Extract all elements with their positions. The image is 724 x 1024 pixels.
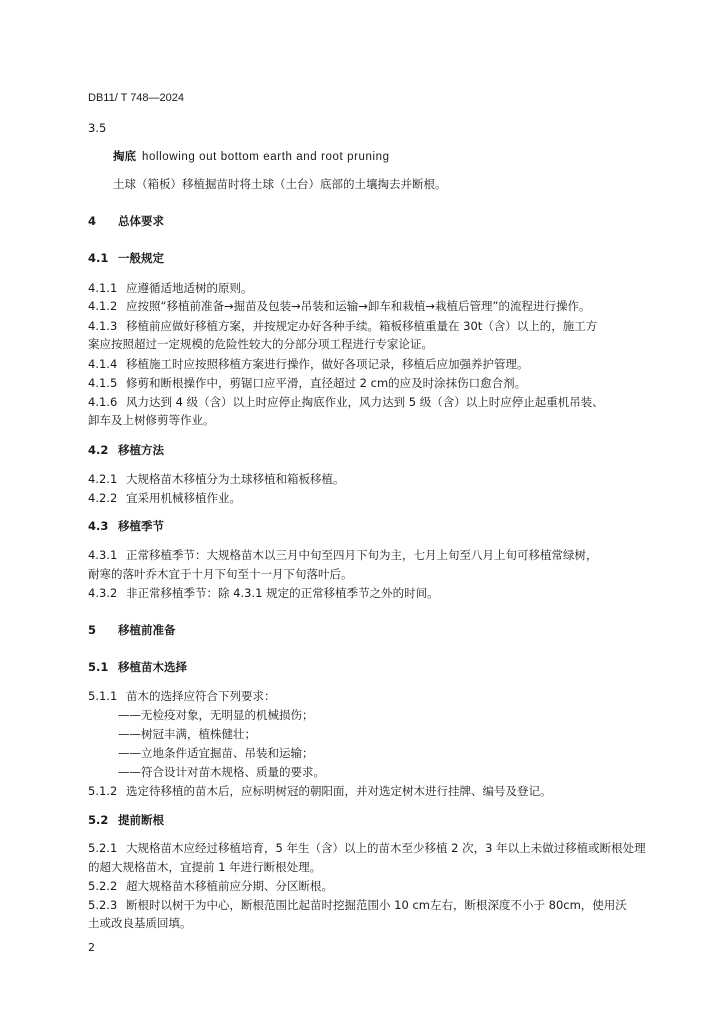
clause-number: 5.1.2: [88, 784, 118, 798]
clause-number: 4.3.2: [88, 586, 118, 600]
clause-number: 4.1.2: [88, 299, 118, 313]
term-3-5: [113, 148, 390, 165]
section-4-1-heading: [88, 250, 164, 266]
section-title: 一般规定: [118, 251, 164, 265]
clause-number: 4.2.1: [88, 472, 118, 486]
clause-text: 应遵循适地适树的原则。: [126, 281, 253, 295]
section-title: 移植前准备: [118, 623, 176, 637]
section-title: 移植季节: [118, 519, 164, 533]
clause-4-1-2: [88, 298, 590, 314]
clause-number: 4.1.1: [88, 281, 118, 295]
clause-4-1-3: [88, 318, 597, 334]
clause-4-2-2: [88, 490, 241, 506]
clause-4-1-4: [88, 356, 529, 372]
clause-number: 5.2.2: [88, 879, 118, 893]
clause-number: 4.2.2: [88, 491, 118, 505]
clause-number: 4.1.5: [88, 376, 118, 390]
clause-5-2-3: [88, 897, 627, 913]
clause-text: 超大规格苗木移植前应分期、分区断根。: [126, 879, 333, 893]
clause-number: 5.2.3: [88, 898, 118, 912]
section-number: 5: [88, 623, 97, 637]
clause-text: 风力达到 4 级（含）以上时应停止掏底作业，风力达到 5 级（含）以上时应停止起重机吊装、: [126, 395, 604, 409]
clause-5-2-1: [88, 840, 646, 856]
list-item: ——符合设计对苗木规格、质量的要求。: [118, 765, 325, 779]
clause-3-5-number: 3.5: [88, 121, 107, 135]
clause-4-1-6-continued: 卸车及上树修剪等作业。: [88, 413, 215, 427]
clause-number: 5.1.1: [88, 689, 118, 703]
clause-text: 非正常移植季节：除 4.3.1 规定的正常移植季节之外的时间。: [126, 586, 439, 600]
term-chinese: 掏底: [113, 149, 136, 163]
clause-number: 4.1.6: [88, 395, 118, 409]
section-title: 总体要求: [118, 214, 164, 228]
clause-5-2-2: [88, 878, 333, 894]
section-5-1-heading: [88, 659, 187, 675]
clause-4-3-1-continued: 耐寒的落叶乔木宜于十月下旬至十一月下旬落叶后。: [88, 567, 353, 581]
clause-text: 移植施工时应按照移植方案进行操作，做好各项记录，移植后应加强养护管理。: [126, 357, 529, 371]
section-number: 4.1: [88, 251, 109, 265]
clause-text: 修剪和断根操作中，剪锯口应平滑，直径超过 2 cm的应及时涂抹伤口愈合剂。: [126, 376, 527, 390]
section-4-heading: [88, 213, 164, 229]
clause-4-1-3-continued: 案应按照超过一定规模的危险性较大的分部分项工程进行专家论证。: [88, 337, 433, 351]
clause-4-1-6: [88, 394, 604, 410]
section-number: 4: [88, 214, 97, 228]
clause-4-1-5: [88, 375, 526, 391]
page-number: 2: [88, 941, 95, 954]
clause-text: 移植前应做好移植方案，并按规定办好各种手续。箱板移植重量在 30t（含）以上的，施工方: [126, 319, 598, 333]
clause-4-3-1: [88, 547, 598, 563]
clause-text: 应按照“移植前准备→掘苗及包装→吊装和运输→卸车和栽植→栽植后管理”的流程进行操作。: [126, 299, 591, 313]
section-number: 4.2: [88, 443, 109, 457]
clause-5-1-1: [88, 688, 276, 704]
clause-number: 5.2.1: [88, 841, 118, 855]
section-number: 4.3: [88, 519, 109, 533]
clause-4-3-2: [88, 585, 439, 601]
clause-text: 苗木的选择应符合下列要求：: [126, 689, 276, 703]
clause-5-1-2: [88, 783, 552, 799]
clause-4-2-1: [88, 471, 345, 487]
term-english: hollowing out bottom earth and root pruning: [142, 151, 390, 163]
clause-4-1-1: [88, 280, 253, 296]
section-title: 移植苗木选择: [118, 660, 187, 674]
section-5-heading: [88, 622, 176, 638]
section-title: 移植方法: [118, 443, 164, 457]
list-item: ——立地条件适宜掘苗、吊装和运输；: [118, 746, 314, 760]
clause-text: 选定待移植的苗木后，应标明树冠的朝阳面，并对选定树木进行挂牌、编号及登记。: [126, 784, 552, 798]
section-title: 提前断根: [118, 813, 164, 827]
list-item: ——树冠丰满，植株健壮；: [118, 727, 256, 741]
clause-5-2-1-continued: 的超大规格苗木，宜提前 1 年进行断根处理。: [88, 860, 322, 874]
clause-number: 4.1.3: [88, 319, 118, 333]
section-number: 5.2: [88, 813, 109, 827]
clause-text: 正常移植季节：大规格苗木以三月中旬至四月下旬为主，七月上旬至八月上旬可移植常绿树，: [126, 548, 598, 562]
clause-number: 4.3.1: [88, 548, 118, 562]
section-4-3-heading: [88, 518, 164, 534]
clause-number: 4.1.4: [88, 357, 118, 371]
section-number: 5.1: [88, 660, 109, 674]
clause-5-2-3-continued: 土或改良基质回填。: [88, 916, 192, 930]
document-header: DB11/ T 748—2024: [88, 92, 185, 104]
term-definition: 土球（箱板）移植掘苗时将土球（土台）底部的土壤掏去并断根。: [113, 177, 447, 191]
clause-text: 宜采用机械移植作业。: [126, 491, 241, 505]
list-item: ——无检疫对象，无明显的机械损伤；: [118, 708, 314, 722]
section-4-2-heading: [88, 442, 164, 458]
clause-text: 大规格苗木移植分为土球移植和箱板移植。: [126, 472, 345, 486]
clause-text: 大规格苗木应经过移植培育，5 年生（含）以上的苗木至少移植 2 次，3 年以上未做过移植或断根处理: [126, 841, 646, 855]
clause-text: 断根时以树干为中心，断根范围比起苗时挖掘范围小 10 cm左右，断根深度不小于 80cm，使用沃: [126, 898, 627, 912]
section-5-2-heading: [88, 812, 164, 828]
